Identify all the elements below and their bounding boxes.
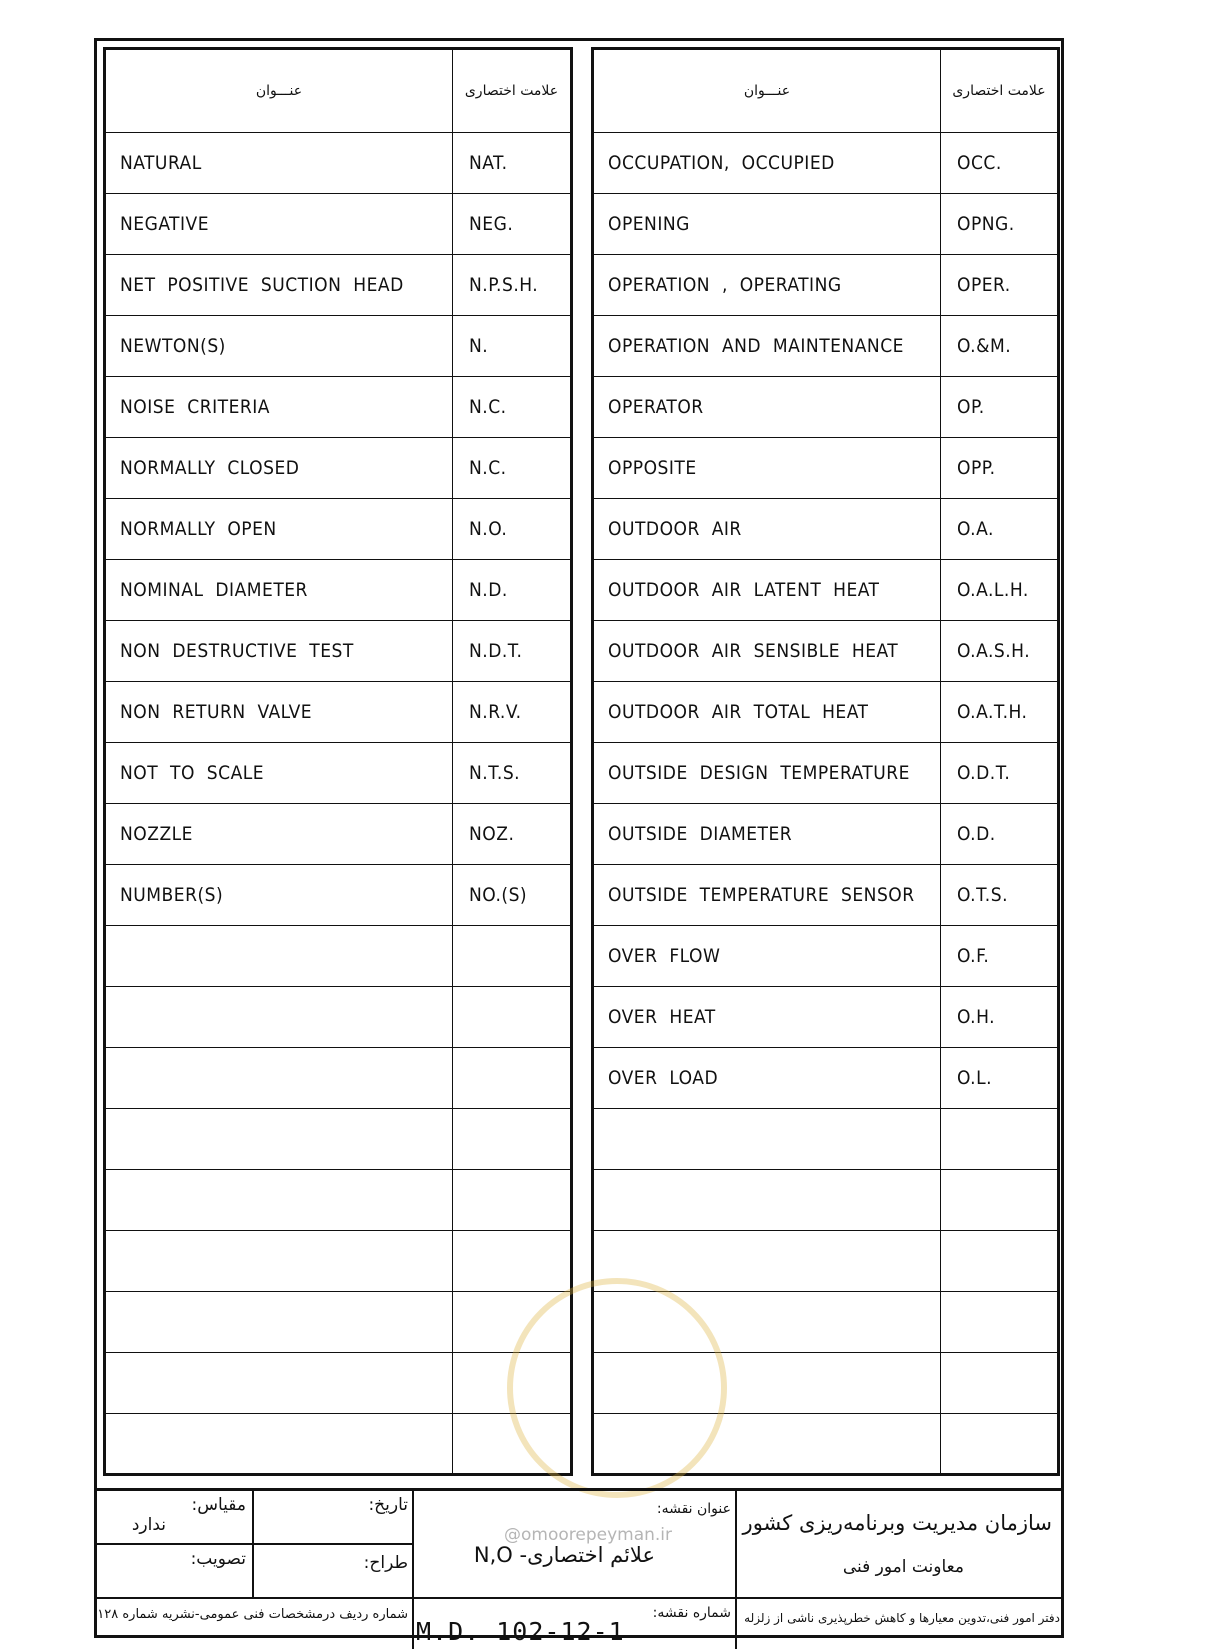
term-cell	[593, 1353, 941, 1414]
abbreviation-cell: N.C.	[453, 438, 572, 499]
table-row	[593, 255, 1059, 316]
table-row	[105, 255, 572, 316]
table-row	[593, 499, 1059, 560]
abbreviation-cell	[941, 1170, 1059, 1231]
abbreviation-cell: N.	[453, 316, 572, 377]
title-column-header: عنـــوان	[105, 49, 453, 133]
office-cell	[737, 1599, 1064, 1649]
organization-cell	[737, 1491, 1064, 1599]
term-cell: OUTDOOR AIR LATENT HEAT	[593, 560, 941, 621]
term-cell	[593, 1170, 941, 1231]
table-row	[593, 682, 1059, 743]
abbreviation-cell: NOZ.	[453, 804, 572, 865]
term-cell	[105, 1048, 453, 1109]
term-cell: NORMALLY CLOSED	[105, 438, 453, 499]
term-cell: OUTDOOR AIR	[593, 499, 941, 560]
term-cell	[105, 1231, 453, 1292]
abbreviation-column-header: علامت اختصاری	[453, 49, 572, 133]
abbreviation-cell: OPP.	[941, 438, 1059, 499]
table-row	[105, 316, 572, 377]
term-cell: OCCUPATION, OCCUPIED	[593, 133, 941, 194]
term-cell: OUTSIDE DESIGN TEMPERATURE	[593, 743, 941, 804]
table-row	[593, 987, 1059, 1048]
abbreviation-cell	[453, 1231, 572, 1292]
abbreviation-cell	[941, 1353, 1059, 1414]
term-cell: NEGATIVE	[105, 194, 453, 255]
table-row	[105, 1414, 572, 1475]
term-cell	[105, 1353, 453, 1414]
table-header-row	[105, 49, 572, 133]
scale-label: مقیاس:	[191, 1495, 246, 1515]
term-cell: OPPOSITE	[593, 438, 941, 499]
abbreviation-cell: O.T.S.	[941, 865, 1059, 926]
term-cell: OUTDOOR AIR TOTAL HEAT	[593, 682, 941, 743]
abbreviation-cell: O.A.S.H.	[941, 621, 1059, 682]
table-header-row	[593, 49, 1059, 133]
table-row	[105, 1292, 572, 1353]
abbreviation-cell: OCC.	[941, 133, 1059, 194]
table-row	[105, 1048, 572, 1109]
abbreviation-cell	[453, 926, 572, 987]
deputy-name: معاونت امور فنی	[842, 1557, 964, 1577]
abbreviation-cell: N.T.S.	[453, 743, 572, 804]
abbreviation-cell: O.H.	[941, 987, 1059, 1048]
abbreviation-cell: O.D.	[941, 804, 1059, 865]
table-row	[593, 194, 1059, 255]
abbreviation-cell: O.F.	[941, 926, 1059, 987]
table-row	[593, 926, 1059, 987]
term-cell: OVER HEAT	[593, 987, 941, 1048]
abbreviation-cell: O.L.	[941, 1048, 1059, 1109]
term-cell: OVER FLOW	[593, 926, 941, 987]
abbreviation-cell: OP.	[941, 377, 1059, 438]
drawing-number: M.D. 102-12-1	[416, 1617, 625, 1646]
table-row	[593, 560, 1059, 621]
row-number-cell	[94, 1599, 414, 1649]
abbreviation-cell: NAT.	[453, 133, 572, 194]
scale-value: ندارد	[131, 1515, 166, 1535]
term-cell	[105, 1414, 453, 1475]
table-row	[593, 1353, 1059, 1414]
term-cell: NATURAL	[105, 133, 453, 194]
table-row	[593, 316, 1059, 377]
table-row	[593, 1414, 1059, 1475]
table-row	[105, 743, 572, 804]
term-cell: NEWTON(S)	[105, 316, 453, 377]
watermark-site-text: @omoorepeyman.ir	[504, 1525, 673, 1545]
approval-label: تصویب:	[190, 1549, 246, 1569]
abbreviation-cell: NEG.	[453, 194, 572, 255]
abbreviation-cell: OPER.	[941, 255, 1059, 316]
table-row	[105, 1170, 572, 1231]
abbreviations-table-left	[103, 47, 573, 1476]
abbreviation-cell	[453, 987, 572, 1048]
title-block	[94, 1488, 1064, 1646]
abbreviation-cell: O.D.T.	[941, 743, 1059, 804]
term-cell: NOT TO SCALE	[105, 743, 453, 804]
abbreviation-cell: N.R.V.	[453, 682, 572, 743]
table-row	[593, 1048, 1059, 1109]
table-row	[593, 133, 1059, 194]
abbreviation-cell	[941, 1231, 1059, 1292]
term-cell: NON RETURN VALVE	[105, 682, 453, 743]
term-cell: NUMBER(S)	[105, 865, 453, 926]
abbreviation-column-header: علامت اختصاری	[941, 49, 1059, 133]
abbreviation-cell: O.A.T.H.	[941, 682, 1059, 743]
table-row	[105, 560, 572, 621]
abbreviation-cell	[453, 1170, 572, 1231]
table-row	[593, 865, 1059, 926]
table-row	[593, 621, 1059, 682]
abbreviation-cell: OPNG.	[941, 194, 1059, 255]
abbreviation-cell: N.D.T.	[453, 621, 572, 682]
abbreviation-cell	[941, 1292, 1059, 1353]
term-cell: NET POSITIVE SUCTION HEAD	[105, 255, 453, 316]
term-cell: NOISE CRITERIA	[105, 377, 453, 438]
term-cell	[105, 926, 453, 987]
abbreviation-cell	[941, 1109, 1059, 1170]
table-row	[105, 1109, 572, 1170]
table-row	[105, 499, 572, 560]
date-cell	[254, 1491, 414, 1545]
term-cell: OPERATOR	[593, 377, 941, 438]
abbreviation-cell: N.C.	[453, 377, 572, 438]
table-row	[593, 1109, 1059, 1170]
table-row	[593, 804, 1059, 865]
date-label: تاریخ:	[368, 1495, 408, 1515]
term-cell	[593, 1231, 941, 1292]
designer-label: طراح:	[363, 1553, 408, 1573]
term-cell: OPERATION , OPERATING	[593, 255, 941, 316]
abbreviation-cell: NO.(S)	[453, 865, 572, 926]
term-cell	[105, 1170, 453, 1231]
table-row	[105, 926, 572, 987]
title-column-header: عنـــوان	[593, 49, 941, 133]
drawing-number-label: شماره نقشه:	[652, 1605, 731, 1621]
organization-name: سازمان مدیریت وبرنامه‌ریزی کشور	[742, 1511, 1052, 1535]
abbreviation-cell: N.D.	[453, 560, 572, 621]
term-cell	[593, 1414, 941, 1475]
table-row	[593, 1231, 1059, 1292]
abbreviation-cell	[453, 1414, 572, 1475]
table-row	[105, 621, 572, 682]
abbreviation-cell	[453, 1353, 572, 1414]
term-cell: OUTSIDE DIAMETER	[593, 804, 941, 865]
scale-cell	[94, 1491, 254, 1545]
term-cell: OPERATION AND MAINTENANCE	[593, 316, 941, 377]
table-row	[105, 682, 572, 743]
term-cell	[105, 987, 453, 1048]
abbreviation-cell: O.A.L.H.	[941, 560, 1059, 621]
abbreviation-cell	[453, 1109, 572, 1170]
drawing-title-label: عنوان نقشه:	[656, 1501, 731, 1517]
table-row	[593, 1170, 1059, 1231]
term-cell	[593, 1109, 941, 1170]
abbreviation-cell: O.&M.	[941, 316, 1059, 377]
table-row	[105, 987, 572, 1048]
table-row	[105, 1231, 572, 1292]
term-cell: NOMINAL DIAMETER	[105, 560, 453, 621]
table-row	[105, 804, 572, 865]
abbreviation-cell: N.P.S.H.	[453, 255, 572, 316]
term-cell: NORMALLY OPEN	[105, 499, 453, 560]
office-name: دفتر امور فنی،تدوین معیارها و کاهش خطرپذیری ناشی از زلزله	[744, 1611, 1060, 1625]
term-cell	[105, 1109, 453, 1170]
abbreviation-cell	[453, 1048, 572, 1109]
table-row	[593, 743, 1059, 804]
term-cell	[593, 1292, 941, 1353]
abbreviation-cell: N.O.	[453, 499, 572, 560]
term-cell	[105, 1292, 453, 1353]
table-row	[105, 133, 572, 194]
drawing-title: علائم اختصاری- N,O	[473, 1543, 655, 1567]
drawing-title-cell	[414, 1491, 737, 1599]
term-cell: OUTDOOR AIR SENSIBLE HEAT	[593, 621, 941, 682]
term-cell: NON DESTRUCTIVE TEST	[105, 621, 453, 682]
table-row	[105, 1353, 572, 1414]
drawing-number-cell	[414, 1599, 737, 1649]
table-row	[105, 865, 572, 926]
row-number-label: شماره ردیف درمشخصات فنی عمومی-نشریه شماره ۱۲۸	[97, 1607, 408, 1622]
approval-cell	[94, 1545, 254, 1599]
table-row	[105, 438, 572, 499]
table-row	[593, 438, 1059, 499]
table-row	[593, 1292, 1059, 1353]
abbreviation-cell: O.A.	[941, 499, 1059, 560]
abbreviations-table-right	[591, 47, 1060, 1476]
abbreviation-cell	[941, 1414, 1059, 1475]
table-row	[105, 377, 572, 438]
term-cell: OUTSIDE TEMPERATURE SENSOR	[593, 865, 941, 926]
term-cell: NOZZLE	[105, 804, 453, 865]
table-row	[593, 377, 1059, 438]
designer-cell	[254, 1545, 414, 1599]
abbreviation-cell	[453, 1292, 572, 1353]
table-row	[105, 194, 572, 255]
term-cell: OVER LOAD	[593, 1048, 941, 1109]
term-cell: OPENING	[593, 194, 941, 255]
